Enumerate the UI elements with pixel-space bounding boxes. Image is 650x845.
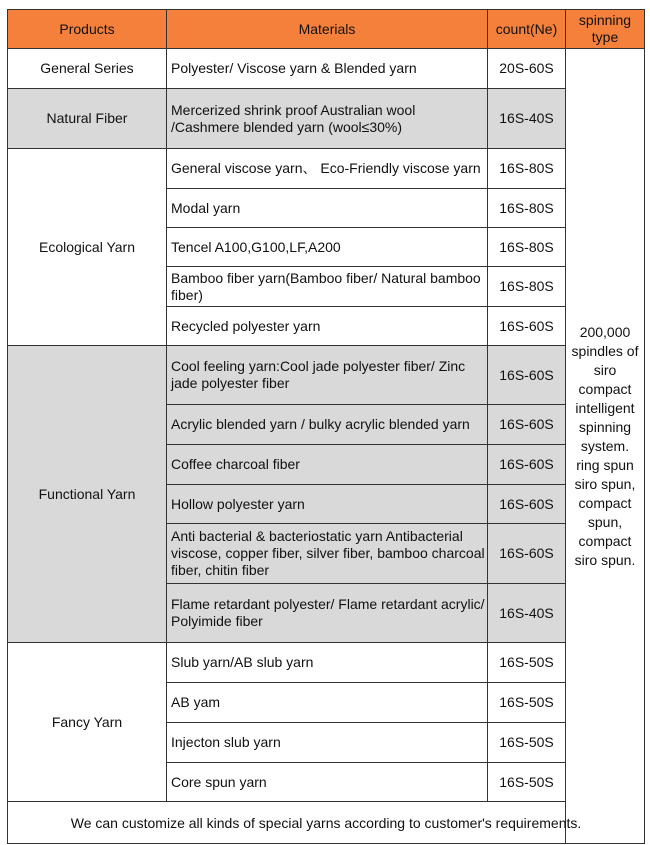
material-cell: Mercerized shrink proof Australian wool /Cashmere blended yarn (wool≤30%) [167,89,488,149]
footer-note: We can customize all kinds of special yarns according to customer's requirements. [8,802,645,844]
material-cell: Core spun yarn [167,763,488,802]
material-cell: General viscose yarn、 Eco-Friendly viscose yarn [167,149,488,189]
material-cell: Acrylic blended yarn / bulky acrylic blended yarn [167,405,488,445]
material-cell: Recycled polyester yarn [167,307,488,346]
table-row [8,346,645,405]
count-cell: 16S-80S [488,267,566,307]
count-cell: 16S-80S [488,189,566,228]
count-cell: 16S-80S [488,149,566,189]
count-cell: 16S-40S [488,584,566,643]
yarn-spec-table [7,9,645,844]
count-cell: 16S-80S [488,228,566,267]
count-cell: 16S-60S [488,405,566,445]
material-cell: Hollow polyester yarn [167,485,488,524]
count-cell: 16S-60S [488,346,566,405]
material-cell: AB yam [167,683,488,723]
count-cell: 16S-50S [488,723,566,763]
count-cell: 16S-40S [488,89,566,149]
product-natural-fiber: Natural Fiber [8,89,167,149]
material-cell: Anti bacterial & bacteriostatic yarn Antibacterial viscose, copper fiber, silver fiber, bamboo charcoal fiber, chitin fiber [167,524,488,584]
material-cell: Flame retardant polyester/ Flame retardant acrylic/ Polyimide fiber [167,584,488,643]
header-materials: Materials [167,10,488,49]
header-spinning-type: spinning type [566,10,645,49]
material-cell: Slub yarn/AB slub yarn [167,643,488,683]
table-row [8,89,645,149]
table-row [8,149,645,189]
material-cell: Polyester/ Viscose yarn & Blended yarn [167,49,488,89]
table-row [8,49,645,89]
count-cell: 16S-60S [488,307,566,346]
product-ecological-yarn: Ecological Yarn [8,149,167,346]
table-row [8,643,645,683]
count-cell: 16S-60S [488,445,566,485]
material-cell: Bamboo fiber yarn(Bamboo fiber/ Natural bamboo fiber) [167,267,488,307]
count-cell: 16S-50S [488,643,566,683]
header-products: Products [8,10,167,49]
product-fancy-yarn: Fancy Yarn [8,643,167,802]
count-cell: 20S-60S [488,49,566,89]
count-cell: 16S-60S [488,485,566,524]
material-cell: Injecton slub yarn [167,723,488,763]
count-cell: 16S-50S [488,683,566,723]
spinning-type-cell: 200,000 spindles of siro compact intelligent spinning system. ring spun siro spun, compact spun, compact siro spun. [566,49,645,844]
footer-row [8,802,645,844]
product-functional-yarn: Functional Yarn [8,346,167,643]
product-general-series: General Series [8,49,167,89]
material-cell: Coffee charcoal fiber [167,445,488,485]
count-cell: 16S-50S [488,763,566,802]
material-cell: Tencel A100,G100,LF,A200 [167,228,488,267]
header-count: count(Ne) [488,10,566,49]
material-cell: Modal yarn [167,189,488,228]
material-cell: Cool feeling yarn:Cool jade polyester fiber/ Zinc jade polyester fiber [167,346,488,405]
table-header-row [8,10,645,49]
count-cell: 16S-60S [488,524,566,584]
